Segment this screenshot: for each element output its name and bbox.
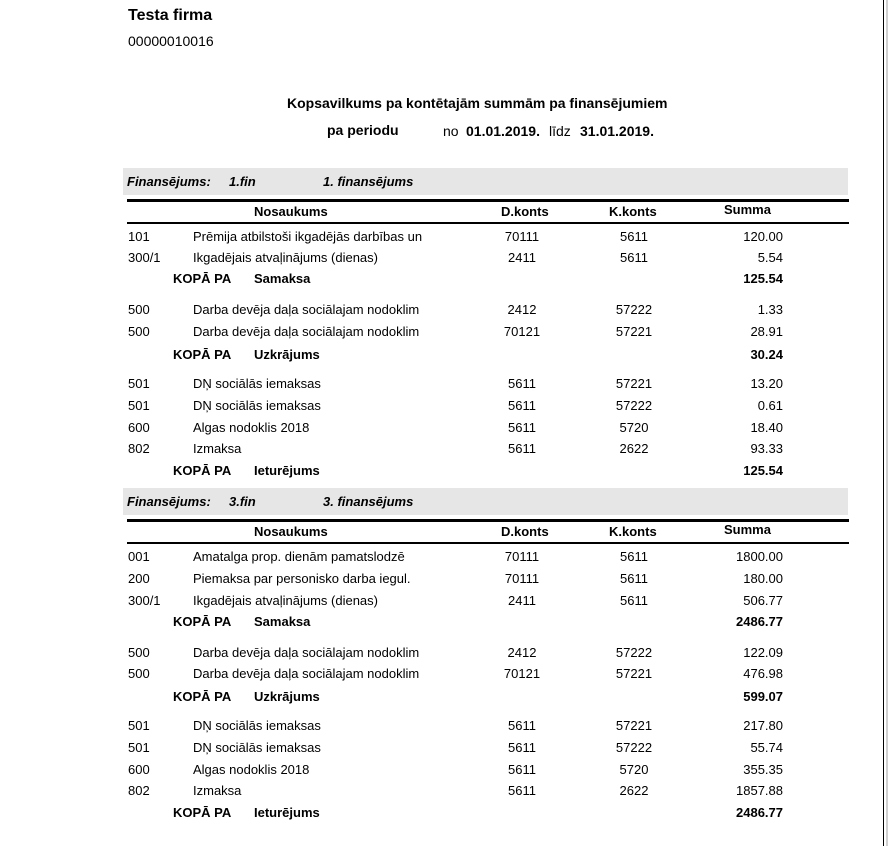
column-header-sum: Summa <box>724 522 771 537</box>
total-label: KOPĀ PA <box>173 805 232 820</box>
total-sum: 125.54 <box>743 463 783 478</box>
row-debit-account: 2411 <box>508 250 536 265</box>
row-debit-account: 5611 <box>508 398 536 413</box>
row-credit-account: 57221 <box>615 718 653 733</box>
table-row <box>0 593 891 613</box>
row-sum: 93.33 <box>750 441 783 456</box>
row-credit-account: 57221 <box>615 376 653 391</box>
row-credit-account: 57221 <box>615 324 653 339</box>
row-debit-account: 70111 <box>504 229 540 244</box>
row-name: Amatalga prop. dienām pamatslodzē <box>193 549 405 564</box>
period-to-word: līdz <box>549 123 571 139</box>
total-group-name: Ieturējums <box>254 805 320 820</box>
row-code: 500 <box>128 645 150 660</box>
group-total-row <box>0 805 891 825</box>
table-row <box>0 441 891 461</box>
table-row <box>0 324 891 344</box>
table-row <box>0 571 891 591</box>
row-sum: 355.35 <box>743 762 783 777</box>
row-debit-account: 2411 <box>508 593 536 608</box>
column-header-name: Nosaukums <box>254 204 328 219</box>
header-bottom-rule <box>127 222 849 224</box>
total-group-name: Samaksa <box>254 271 311 286</box>
row-sum: 1800.00 <box>736 549 783 564</box>
financing-header <box>123 168 848 195</box>
row-name: DŅ sociālās iemaksas <box>193 740 321 755</box>
financing-name: 3. finansējums <box>323 494 414 509</box>
row-name: Izmaksa <box>193 441 242 456</box>
row-debit-account: 5611 <box>508 441 536 456</box>
total-sum: 125.54 <box>743 271 783 286</box>
row-name: Algas nodoklis 2018 <box>193 762 310 777</box>
row-sum: 120.00 <box>743 229 783 244</box>
group-total-row <box>0 347 891 367</box>
row-sum: 5.54 <box>757 250 783 265</box>
group-total-row <box>0 689 891 709</box>
row-credit-account: 2622 <box>619 441 649 456</box>
row-debit-account: 5611 <box>508 420 536 435</box>
group-total-row <box>0 614 891 634</box>
row-code: 501 <box>128 740 150 755</box>
row-debit-account: 5611 <box>508 718 536 733</box>
row-credit-account: 5611 <box>620 250 648 265</box>
row-code: 501 <box>128 398 150 413</box>
row-debit-account: 5611 <box>508 762 536 777</box>
company-name: Testa firma <box>128 7 213 24</box>
row-name: DŅ sociālās iemaksas <box>193 376 321 391</box>
row-credit-account: 57222 <box>615 645 653 660</box>
row-sum: 55.74 <box>750 740 783 755</box>
row-sum: 506.77 <box>743 593 783 608</box>
table-row <box>0 645 891 665</box>
row-name: Darba devēja daļa sociālajam nodoklim <box>193 302 420 317</box>
financing-header <box>123 488 848 515</box>
row-credit-account: 57222 <box>615 398 653 413</box>
financing-code: 3.fin <box>229 494 256 509</box>
row-credit-account: 2622 <box>619 783 649 798</box>
row-code: 500 <box>128 666 150 681</box>
period-from-word: no <box>443 123 459 139</box>
company-code: 00000010016 <box>128 33 214 49</box>
row-debit-account: 70111 <box>504 571 540 586</box>
financing-label: Finansējums: <box>127 174 211 189</box>
period-to-date: 31.01.2019. <box>580 123 654 139</box>
row-name: Piemaksa par personisko darba iegul. <box>193 571 411 586</box>
row-sum: 122.09 <box>743 645 783 660</box>
period-from-date: 01.01.2019. <box>466 123 540 139</box>
table-row <box>0 376 891 396</box>
row-name: Algas nodoklis 2018 <box>193 420 310 435</box>
table-row <box>0 250 891 270</box>
total-label: KOPĀ PA <box>173 614 232 629</box>
total-group-name: Samaksa <box>254 614 311 629</box>
report-title: Kopsavilkums pa kontētajām summām pa finansējumiem <box>287 95 668 111</box>
row-code: 200 <box>128 571 150 586</box>
row-code: 501 <box>128 718 150 733</box>
row-code: 802 <box>128 783 150 798</box>
column-header-credit: K.konts <box>609 524 657 539</box>
column-header-debit: D.konts <box>501 524 549 539</box>
group-total-row <box>0 463 891 483</box>
row-code: 001 <box>128 549 150 564</box>
total-label: KOPĀ PA <box>173 347 232 362</box>
table-row <box>0 666 891 686</box>
row-sum: 180.00 <box>743 571 783 586</box>
table-row <box>0 302 891 322</box>
row-name: Darba devēja daļa sociālajam nodoklim <box>193 666 420 681</box>
column-header-credit: K.konts <box>609 204 657 219</box>
row-credit-account: 5611 <box>620 571 648 586</box>
column-header-sum: Summa <box>724 202 771 217</box>
total-label: KOPĀ PA <box>173 689 232 704</box>
row-code: 501 <box>128 376 150 391</box>
row-code: 802 <box>128 441 150 456</box>
financing-code: 1.fin <box>229 174 256 189</box>
period-label: pa periodu <box>327 122 399 138</box>
row-name: Darba devēja daļa sociālajam nodoklim <box>193 645 420 660</box>
row-debit-account: 2412 <box>507 645 537 660</box>
row-code: 101 <box>128 229 150 244</box>
row-sum: 13.20 <box>750 376 783 391</box>
table-row <box>0 783 891 803</box>
row-code: 600 <box>128 420 150 435</box>
table-row <box>0 762 891 782</box>
financing-label: Finansējums: <box>127 494 211 509</box>
row-code: 300/1 <box>128 250 161 265</box>
row-debit-account: 70111 <box>504 549 540 564</box>
total-group-name: Ieturējums <box>254 463 320 478</box>
row-credit-account: 5720 <box>619 762 649 777</box>
row-credit-account: 5611 <box>620 229 648 244</box>
header-bottom-rule <box>127 542 849 544</box>
table-row <box>0 740 891 760</box>
table-row <box>0 229 891 249</box>
row-code: 500 <box>128 302 150 317</box>
row-sum: 28.91 <box>750 324 783 339</box>
row-name: DŅ sociālās iemaksas <box>193 718 321 733</box>
row-debit-account: 70121 <box>503 666 541 681</box>
total-group-name: Uzkrājums <box>254 347 320 362</box>
row-name: Izmaksa <box>193 783 242 798</box>
table-row <box>0 549 891 569</box>
row-debit-account: 5611 <box>508 740 536 755</box>
row-credit-account: 5611 <box>620 593 648 608</box>
table-row <box>0 718 891 738</box>
row-name: DŅ sociālās iemaksas <box>193 398 321 413</box>
total-group-name: Uzkrājums <box>254 689 320 704</box>
row-name: Prēmija atbilstoši ikgadējās darbības un <box>193 229 423 244</box>
column-header-debit: D.konts <box>501 204 549 219</box>
row-debit-account: 2412 <box>507 302 537 317</box>
column-header-name: Nosaukums <box>254 524 328 539</box>
row-debit-account: 70121 <box>503 324 541 339</box>
total-sum: 599.07 <box>743 689 783 704</box>
row-credit-account: 5720 <box>619 420 649 435</box>
total-label: KOPĀ PA <box>173 463 232 478</box>
row-debit-account: 5611 <box>508 783 536 798</box>
total-sum: 30.24 <box>750 347 783 362</box>
row-sum: 0.61 <box>757 398 783 413</box>
row-sum: 217.80 <box>743 718 783 733</box>
row-credit-account: 57222 <box>615 302 653 317</box>
row-code: 500 <box>128 324 150 339</box>
row-credit-account: 57221 <box>615 666 653 681</box>
group-total-row <box>0 271 891 291</box>
row-sum: 1.33 <box>757 302 783 317</box>
row-code: 600 <box>128 762 150 777</box>
total-sum: 2486.77 <box>736 805 783 820</box>
table-row <box>0 420 891 440</box>
table-row <box>0 398 891 418</box>
row-name: Ikgadējais atvaļinājums (dienas) <box>193 593 378 608</box>
row-credit-account: 57222 <box>615 740 653 755</box>
row-sum: 476.98 <box>743 666 783 681</box>
total-sum: 2486.77 <box>736 614 783 629</box>
row-credit-account: 5611 <box>620 549 648 564</box>
row-name: Ikgadējais atvaļinājums (dienas) <box>193 250 378 265</box>
total-label: KOPĀ PA <box>173 271 232 286</box>
row-code: 300/1 <box>128 593 161 608</box>
row-name: Darba devēja daļa sociālajam nodoklim <box>193 324 420 339</box>
row-debit-account: 5611 <box>508 376 536 391</box>
row-sum: 18.40 <box>750 420 783 435</box>
row-sum: 1857.88 <box>736 783 783 798</box>
financing-name: 1. finansējums <box>323 174 414 189</box>
